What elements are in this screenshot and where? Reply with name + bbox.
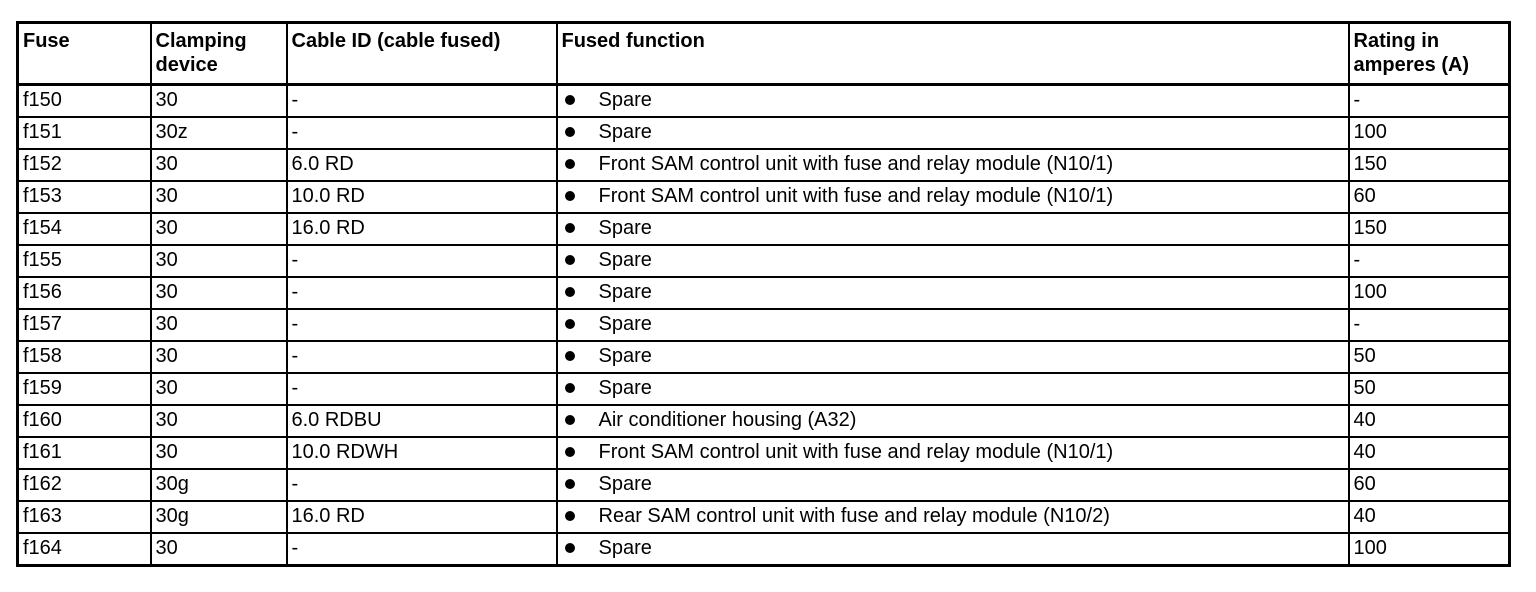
bullet-icon [565,95,575,105]
function-text: Spare [598,281,652,303]
header-cable-id: Cable ID (cable fused) [287,23,557,85]
cell-rating: 150 [1349,149,1510,181]
bullet-icon [565,223,575,233]
cell-fuse: f163 [18,501,151,533]
cell-fused-function [557,309,1349,341]
cell-fuse: f152 [18,149,151,181]
cell-fused-function [557,85,1349,118]
table-row [18,213,1510,245]
table-body [18,85,1510,566]
table-row [18,501,1510,533]
cell-fused-function [557,245,1349,277]
table-header [18,23,1510,85]
cell-fused-function [557,533,1349,566]
function-text: Rear SAM control unit with fuse and relay module (N10/2) [598,505,1110,527]
bullet-icon [565,191,575,201]
bullet-icon [565,159,575,169]
cell-fuse: f156 [18,277,151,309]
cell-rating: 60 [1349,469,1510,501]
cell-fused-function [557,373,1349,405]
cell-cable-id: 16.0 RD [287,213,557,245]
table-row [18,117,1510,149]
header-row [18,23,1510,85]
table-row [18,85,1510,118]
cell-fuse: f153 [18,181,151,213]
cell-clamping-device: 30 [151,213,287,245]
bullet-icon [565,479,575,489]
cell-cable-id: - [287,117,557,149]
cell-cable-id: 10.0 RD [287,181,557,213]
table-row [18,181,1510,213]
cell-rating: 40 [1349,437,1510,469]
bullet-icon [565,511,575,521]
cell-rating: 60 [1349,181,1510,213]
cell-clamping-device: 30 [151,373,287,405]
table-row [18,405,1510,437]
cell-cable-id: 6.0 RD [287,149,557,181]
cell-fuse: f157 [18,309,151,341]
cell-fused-function [557,117,1349,149]
bullet-icon [565,127,575,137]
function-text: Front SAM control unit with fuse and relay module (N10/1) [598,153,1114,175]
cell-rating: 50 [1349,341,1510,373]
function-text: Spare [598,249,652,271]
cell-rating: - [1349,245,1510,277]
bullet-icon [565,383,575,393]
cell-clamping-device: 30 [151,405,287,437]
cell-fuse: f155 [18,245,151,277]
table-row [18,469,1510,501]
cell-fused-function [557,181,1349,213]
function-text: Front SAM control unit with fuse and relay module (N10/1) [598,185,1114,207]
function-text: Spare [598,217,652,239]
function-text: Spare [598,377,652,399]
cell-fused-function [557,501,1349,533]
cell-rating: 150 [1349,213,1510,245]
cell-clamping-device: 30g [151,469,287,501]
table-row [18,341,1510,373]
table-row [18,533,1510,566]
cell-cable-id: - [287,85,557,118]
table-row [18,437,1510,469]
function-text: Front SAM control unit with fuse and relay module (N10/1) [598,441,1114,463]
cell-cable-id: - [287,469,557,501]
cell-rating: 40 [1349,405,1510,437]
cell-cable-id: - [287,277,557,309]
table-row [18,277,1510,309]
function-text: Spare [598,537,652,559]
cell-rating: 100 [1349,277,1510,309]
cell-clamping-device: 30z [151,117,287,149]
bullet-icon [565,319,575,329]
cell-fuse: f162 [18,469,151,501]
table-row [18,309,1510,341]
cell-cable-id: 16.0 RD [287,501,557,533]
cell-fused-function [557,341,1349,373]
table-row [18,245,1510,277]
cell-fuse: f158 [18,341,151,373]
bullet-icon [565,447,575,457]
cell-fuse: f164 [18,533,151,566]
cell-rating: 40 [1349,501,1510,533]
cell-fused-function [557,213,1349,245]
cell-rating: 100 [1349,533,1510,566]
table-row [18,149,1510,181]
table-row [18,373,1510,405]
function-text: Air conditioner housing (A32) [598,409,857,431]
cell-cable-id: - [287,309,557,341]
cell-fused-function [557,149,1349,181]
bullet-icon [565,415,575,425]
cell-fuse: f159 [18,373,151,405]
cell-fuse: f151 [18,117,151,149]
cell-rating: - [1349,85,1510,118]
cell-fused-function [557,437,1349,469]
function-text: Spare [598,345,652,367]
cell-clamping-device: 30 [151,245,287,277]
cell-clamping-device: 30 [151,149,287,181]
cell-clamping-device: 30 [151,437,287,469]
header-rating: Rating in amperes (A) [1349,23,1510,85]
function-text: Spare [598,473,652,495]
cell-rating: 100 [1349,117,1510,149]
cell-fuse: f160 [18,405,151,437]
function-text: Spare [598,89,652,111]
cell-fuse: f161 [18,437,151,469]
function-text: Spare [598,313,652,335]
header-clamping-device: Clamping device [151,23,287,85]
cell-cable-id: - [287,245,557,277]
cell-cable-id: - [287,533,557,566]
cell-fused-function [557,405,1349,437]
cell-fused-function [557,277,1349,309]
cell-clamping-device: 30 [151,277,287,309]
cell-cable-id: - [287,373,557,405]
cell-clamping-device: 30 [151,85,287,118]
cell-fused-function [557,469,1349,501]
bullet-icon [565,255,575,265]
header-fuse: Fuse [18,23,151,85]
bullet-icon [565,287,575,297]
cell-cable-id: 10.0 RDWH [287,437,557,469]
bullet-icon [565,543,575,553]
fuse-table [16,21,1511,567]
cell-clamping-device: 30 [151,341,287,373]
cell-cable-id: 6.0 RDBU [287,405,557,437]
cell-rating: - [1349,309,1510,341]
function-text: Spare [598,121,652,143]
cell-rating: 50 [1349,373,1510,405]
cell-clamping-device: 30g [151,501,287,533]
cell-clamping-device: 30 [151,309,287,341]
cell-clamping-device: 30 [151,533,287,566]
cell-clamping-device: 30 [151,181,287,213]
cell-cable-id: - [287,341,557,373]
cell-fuse: f150 [18,85,151,118]
bullet-icon [565,351,575,361]
cell-fuse: f154 [18,213,151,245]
header-fused-function: Fused function [557,23,1349,85]
